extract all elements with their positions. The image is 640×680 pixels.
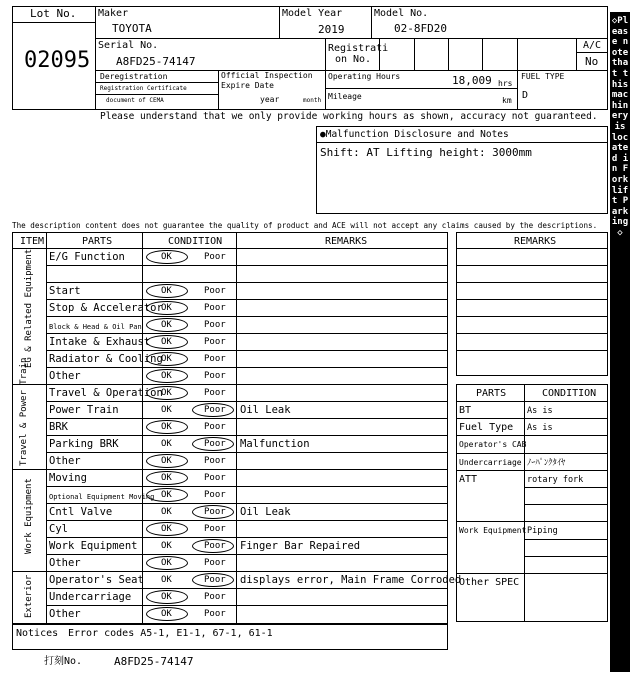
poor-option: Poor (204, 371, 226, 381)
serial-label: Serial No. (98, 40, 159, 51)
row-divider (46, 367, 448, 368)
ok-option: OK (161, 303, 172, 313)
ok-circle (146, 250, 188, 264)
part-name: Operator's Seat (49, 574, 144, 586)
location-sidebar (610, 12, 630, 672)
ok-circle (146, 607, 188, 621)
remarks-line (456, 265, 608, 266)
ok-circle (146, 284, 188, 298)
remarks-line (456, 316, 608, 317)
km-unit: km (502, 96, 512, 105)
part-name: Parking BRK (49, 438, 119, 450)
maker-value: TOYOTA (112, 22, 152, 35)
model-no-value: 02-8FD20 (394, 22, 447, 35)
row-divider (46, 299, 448, 300)
cema-label: document of CEMA (106, 97, 164, 104)
notices-label: Notices (16, 628, 59, 639)
part-name: Other (49, 557, 81, 569)
header-remarks: REMARKS (325, 236, 368, 247)
maker-label: Maker (98, 8, 129, 19)
row-divider (46, 486, 448, 487)
part-name: Radiator & Cooling (49, 353, 163, 365)
poor-option: Poor (204, 524, 226, 534)
ok-option: OK (161, 439, 172, 449)
remarks-line (456, 248, 608, 249)
spec-header-line (456, 401, 608, 402)
header-condition: CONDITION (168, 236, 223, 247)
poor-option: Poor (204, 439, 226, 449)
poor-option: Poor (204, 558, 226, 568)
remark-text: Oil Leak (240, 506, 291, 518)
part-name: Power Train (49, 404, 119, 416)
part-name: Intake & Exhaust (49, 336, 151, 348)
row-divider (12, 384, 448, 385)
poor-option: Poor (204, 252, 226, 262)
remarks-line (456, 350, 608, 351)
ok-circle (146, 369, 188, 383)
spec-row-line (456, 573, 608, 574)
ok-circle (146, 318, 188, 332)
poor-option: Poor (204, 575, 226, 585)
hours-notice: Please understand that we only provide working hours as shown, accuracy not guaranteed. (100, 111, 598, 122)
registration-label: Registrati on No. (328, 43, 389, 65)
spec-parts-header: PARTS (476, 388, 507, 399)
spec-row-line (524, 487, 608, 488)
inspection-label: Official Inspection Expire Date (221, 71, 313, 90)
remarks-line (456, 282, 608, 283)
poor-option: Poor (204, 422, 226, 432)
fuel-type-label: FUEL TYPE (521, 72, 565, 81)
poor-circle (192, 403, 234, 417)
ac-value: No (585, 55, 599, 68)
ok-option: OK (161, 252, 172, 262)
part-name: Start (49, 285, 81, 297)
ok-option: OK (161, 320, 172, 330)
lot-number: 02095 (24, 48, 91, 73)
group-label-work: Work Equipment (24, 478, 34, 554)
ok-circle (146, 556, 188, 570)
serial-value: A8FD25-74147 (116, 55, 196, 68)
operating-hours-value: 18,009 (452, 74, 492, 87)
spec-row-line (524, 556, 608, 557)
part-name: Other (49, 370, 81, 382)
part-name: Other (49, 455, 81, 467)
ok-circle (146, 590, 188, 604)
poor-option: Poor (204, 490, 226, 500)
group-label-exterior: Exterior (24, 574, 34, 618)
part-name: Moving (49, 472, 87, 484)
ok-circle (146, 352, 188, 366)
row-divider (46, 537, 448, 538)
ok-option: OK (161, 609, 172, 619)
year-label: year (260, 95, 280, 104)
spec-row-line (456, 453, 608, 454)
remark-text: displays error, Main Frame Corroded (240, 574, 462, 586)
spec-row-line (524, 504, 608, 505)
poor-option: Poor (204, 388, 226, 398)
stamp-label: 打刻No. (44, 656, 83, 667)
poor-option: Poor (204, 592, 226, 602)
ok-option: OK (161, 575, 172, 585)
header-parts: PARTS (82, 236, 113, 247)
poor-option: Poor (204, 303, 226, 313)
ok-option: OK (161, 286, 172, 296)
right-remarks-header: REMARKS (514, 236, 557, 247)
spec-row-line (524, 539, 608, 540)
disclaimer: The description content does not guarantee the quality of product and ACE will not accept any claims caused by the descriptions. (12, 221, 598, 230)
group-label-eg: EG & Related Equipment (24, 248, 34, 368)
malfunction-text: Shift: AT Lifting height: 3000mm (320, 146, 532, 159)
spec-part: BT (459, 405, 472, 416)
group-label-travel: Travel & Power Train (19, 357, 29, 466)
row-divider (46, 401, 448, 402)
row-divider (12, 571, 448, 572)
part-name: Undercarriage (49, 591, 132, 603)
poor-circle (192, 505, 234, 519)
hrs-unit: hrs (498, 79, 513, 88)
month-label: month (303, 97, 322, 104)
poor-option: Poor (204, 541, 226, 551)
ok-option: OK (161, 388, 172, 398)
ok-option: OK (161, 473, 172, 483)
sidebar-text: ◇Please note that this machinery is located in Forklift Parking◇ (611, 16, 629, 238)
row-divider (46, 418, 448, 419)
remark-text: Oil Leak (240, 404, 291, 416)
poor-option: Poor (204, 609, 226, 619)
ok-option: OK (161, 371, 172, 381)
ok-circle (146, 454, 188, 468)
row-divider (46, 316, 448, 317)
spec-row-line (456, 470, 608, 471)
ok-circle (146, 522, 188, 536)
ok-circle (146, 420, 188, 434)
notices-text: Error codes A5-1, E1-1, 67-1, 61-1 (68, 628, 273, 639)
row-divider (46, 435, 448, 436)
ok-option: OK (161, 337, 172, 347)
row-divider (46, 265, 448, 266)
row-divider (46, 605, 448, 606)
poor-option: Poor (204, 337, 226, 347)
malfunction-title: ●Malfunction Disclosure and Notes (320, 129, 509, 140)
header-item: ITEM (20, 236, 45, 247)
poor-option: Poor (204, 473, 226, 483)
spec-row-line (456, 435, 608, 436)
spec-part: Undercarriage (459, 457, 522, 467)
model-no-label: Model No. (374, 8, 429, 19)
spec-row-line (456, 521, 608, 522)
remarks-line (456, 333, 608, 334)
poor-circle (192, 437, 234, 451)
spec-condition: As is (527, 423, 553, 434)
part-name: Stop & Accelerator (49, 302, 163, 314)
ok-circle (146, 335, 188, 349)
remarks-line (456, 299, 608, 300)
part-name: Other (49, 608, 81, 620)
ac-label: A/C (583, 40, 602, 51)
right-remarks-box (456, 232, 608, 376)
ok-option: OK (161, 490, 172, 500)
spec-part: Other SPEC (459, 577, 520, 588)
model-year-label: Model Year (282, 8, 343, 19)
ok-option: OK (161, 541, 172, 551)
spec-part: Operator's CAB (459, 440, 527, 450)
row-divider (46, 282, 448, 283)
poor-option: Poor (204, 286, 226, 296)
deregistration-label: Deregistration (100, 72, 168, 81)
ok-option: OK (161, 507, 172, 517)
remark-text: Finger Bar Repaired (240, 540, 361, 552)
fuel-type-value: D (522, 90, 529, 101)
row-divider (46, 503, 448, 504)
row-divider (46, 588, 448, 589)
ok-circle (146, 386, 188, 400)
part-name: Cyl (49, 523, 68, 535)
ok-option: OK (161, 354, 172, 364)
ok-circle (146, 471, 188, 485)
part-name: Cntl Valve (49, 506, 113, 518)
operating-hours-label: Operating Hours (328, 72, 401, 81)
part-name: BRK (49, 421, 68, 433)
poor-circle (192, 573, 234, 587)
spec-condition: As is (527, 406, 553, 416)
lot-label: Lot No. (30, 7, 77, 20)
row-divider (12, 469, 448, 470)
spec-condition: Piping (527, 526, 558, 537)
remark-text: Malfunction (240, 438, 310, 450)
ok-option: OK (161, 422, 172, 432)
row-divider (46, 333, 448, 334)
ok-circle (146, 488, 188, 502)
ok-circle (146, 301, 188, 315)
spec-part: Fuel Type (459, 422, 514, 434)
ok-option: OK (161, 456, 172, 466)
poor-option: Poor (204, 507, 226, 517)
part-name: E/G Function (49, 251, 125, 263)
poor-option: Poor (204, 354, 226, 364)
spec-row-line (456, 418, 608, 419)
ok-option: OK (161, 405, 172, 415)
spec-condition-header: CONDITION (542, 388, 597, 399)
row-divider (46, 350, 448, 351)
spec-condition: ﾉｰﾊﾟﾝｸﾀｲﾔ (527, 457, 566, 468)
row-divider (46, 520, 448, 521)
part-name: Travel & Operation (49, 387, 163, 399)
ok-option: OK (161, 592, 172, 602)
poor-option: Poor (204, 320, 226, 330)
spec-part: ATT (459, 473, 478, 485)
ok-option: OK (161, 558, 172, 568)
stamp-value: A8FD25-74147 (114, 655, 194, 668)
row-divider (46, 452, 448, 453)
part-name: Work Equipment (49, 540, 138, 552)
model-year-value: 2019 (318, 23, 345, 36)
poor-option: Poor (204, 405, 226, 415)
mileage-label: Mileage (328, 92, 362, 101)
part-name: Optional Equipment Moving (49, 493, 155, 501)
poor-circle (192, 539, 234, 553)
row-divider (46, 554, 448, 555)
spec-condition: rotary fork (527, 474, 584, 485)
spec-part: Work Equipment (459, 526, 527, 536)
ok-option: OK (161, 524, 172, 534)
poor-option: Poor (204, 456, 226, 466)
part-name: Block & Head & Oil Pan (49, 323, 142, 331)
reg-certificate-label: Registration Certificate (100, 85, 187, 92)
